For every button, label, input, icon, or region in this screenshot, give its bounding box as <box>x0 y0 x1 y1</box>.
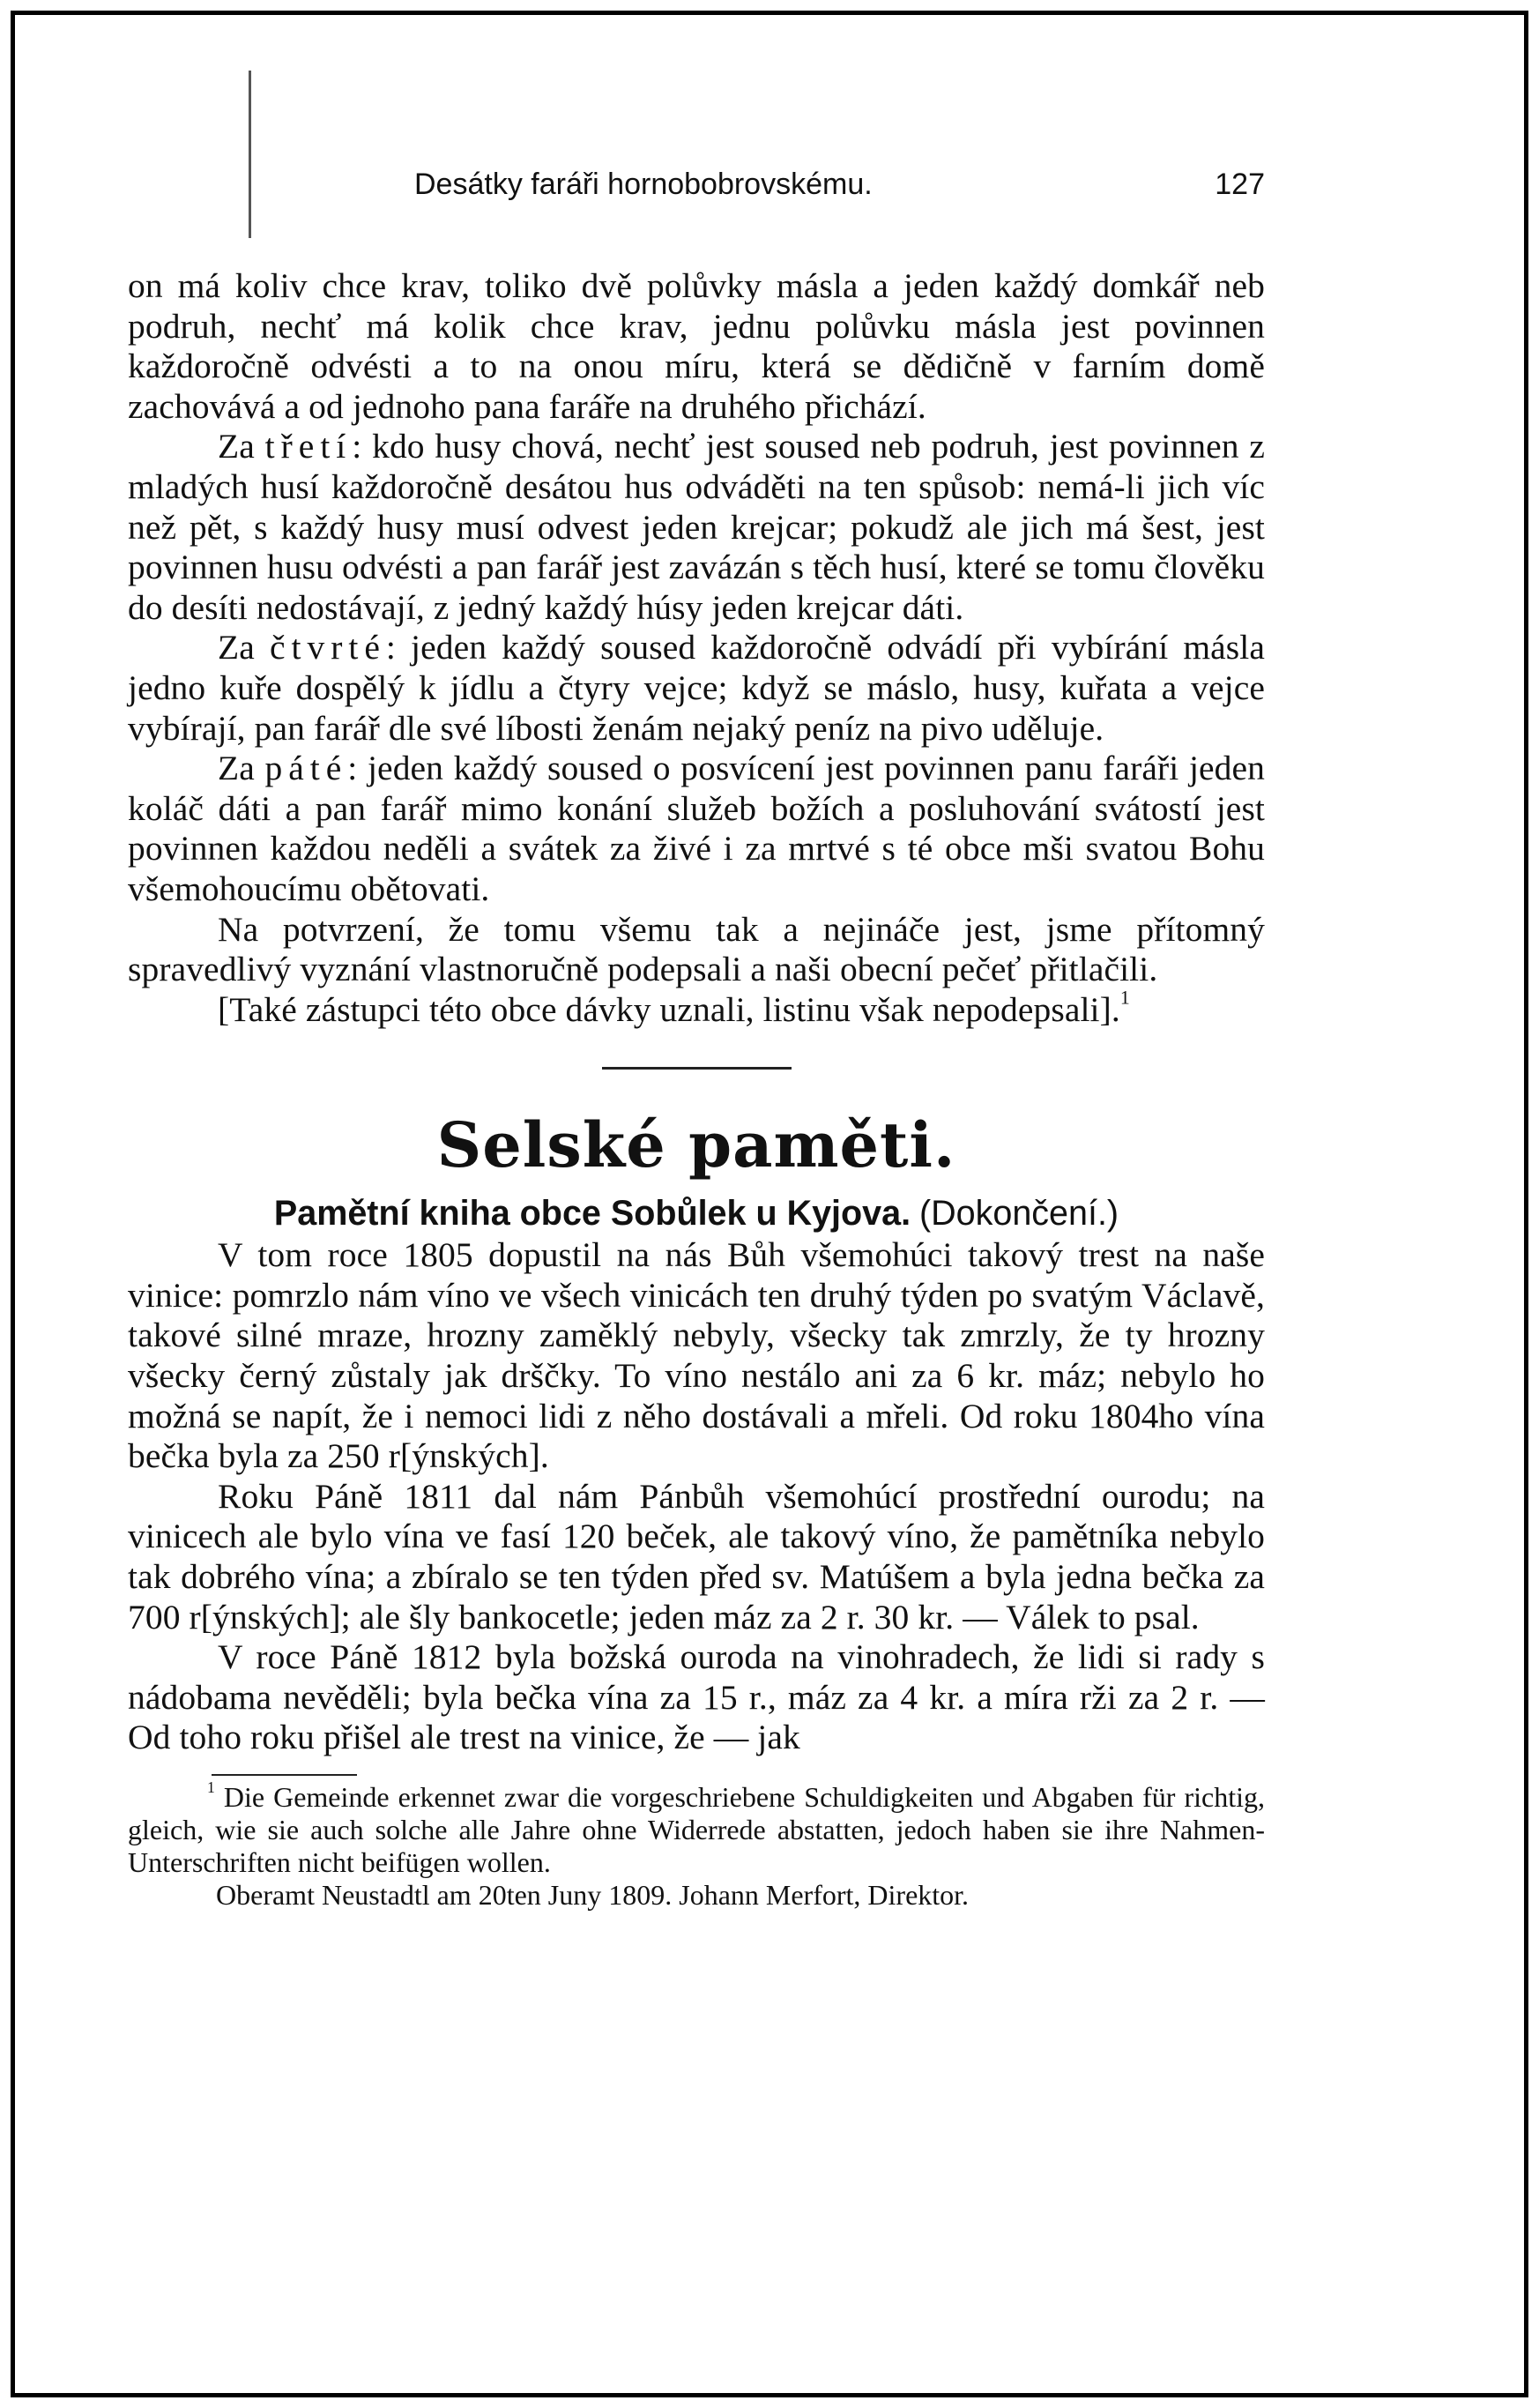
paragraph-lead: Za <box>218 427 255 466</box>
section-divider <box>602 1067 792 1070</box>
paragraph <box>128 987 1265 1031</box>
footnote-mark: 1 <box>207 1778 215 1797</box>
footnote-rule <box>212 1774 357 1776</box>
page <box>128 168 1265 1912</box>
paragraph-lead: Za <box>218 749 255 788</box>
subtitle-note: (Dokončení.) <box>918 1194 1119 1234</box>
paragraph <box>128 1235 1265 1477</box>
paragraph <box>128 628 1265 749</box>
paragraph-text: Roku Páně 1811 dal nám Pánbůh všemohúcí prostřední ourodu; na vinicech ale bylo vína ve fasí 120 beček, ale takový víno, že pamětníka nebylo tak dobrého vína; a zbíralo se ten týden před sv. Matúšem a byla jedna bečka za 700 r[ýnských]; ale šly bankocetle; jeden máz za 2 r. 30 kr. — Válek to psal. <box>128 1476 1265 1636</box>
section-title: Selské paměti. <box>436 1108 956 1182</box>
paragraph <box>128 1477 1265 1637</box>
paragraph-text: : jeden každý soused každoročně odvádí při vybírání másla jedno kuře dospělý k jídlu a čtyry vejce; když se máslo, husy, kuřata a vejce vybírají, pan farář dle své líbosti ženám nejaký peníz na pivo uděluje. <box>128 628 1265 748</box>
page-number: 127 <box>1215 168 1265 201</box>
running-head <box>128 168 1265 220</box>
paragraph-text: Na potvrzení, že tomu všemu tak a nejináče jest, jsme přítomný spravedlivý vyznání vlastnoručně podepsali a naši obecní pečeť přitlačili. <box>128 909 1265 989</box>
paragraph-text: V roce Páně 1812 byla božská ouroda na vinohradech, že lidi si rady s nádobama nevěděli; byla bečka vína za 15 r., máz za 4 kr. a míra rži za 2 r. — Od toho roku přišel ale trest na vinice, že — jak <box>128 1637 1265 1757</box>
paragraph-lead: Za <box>218 628 255 667</box>
subtitle-main: Pamětní kniha obce Sobůlek u Kyjova. <box>273 1194 911 1234</box>
footnote-text: Die Gemeinde erkennet zwar die vorgeschriebene Schuldigkeiten und Abgaben für richtig, gleich, wie sie auch solche alle Jahre ohne Widerrede abstatten, jedoch haben sie ihre Nahmen-Unterschriften nicht beifügen wollen. <box>128 1781 1266 1878</box>
spaced-heading-word: čtvrté <box>269 628 386 667</box>
paragraph <box>128 427 1265 628</box>
footnotes <box>128 1778 1266 1912</box>
paragraph <box>128 749 1265 909</box>
footnote <box>128 1778 1266 1879</box>
spaced-heading-word: páté <box>264 749 348 788</box>
article-body-top <box>128 266 1265 1030</box>
paragraph <box>128 1637 1265 1758</box>
paragraph <box>128 910 1265 990</box>
paragraph-text: on má koliv chce krav, toliko dvě polůvky másla a jeden každý domkář neb podruh, nechť má kolik chce krav, jednu polůvku másla jest povinnen každoročně odvésti a to na onou míru, která se dědičně v farním domě zachovává a od jednoho pana faráře na druhého přichází. <box>128 266 1265 426</box>
paragraph-text: [Také zástupci této obce dávky uznali, listinu však nepodepsali]. <box>218 989 1120 1029</box>
running-head-title: Desátky faráři hornobobrovskému. <box>414 168 873 201</box>
paragraph-text: : kdo husy chová, nechť jest soused neb podruh, jest povinnen z mladých husí každoročně desátou hus odváděti na ten spůsob: nemá-li jich víc než pět, s každý husy musí odvest jeden krejcar; pokudž ale jich má šest, jest povinnen husu odvésti a pan farář jest zavázán s těch husí, které se tomu člověku do desíti nedostávají, z jedný každý húsy jeden krejcar dáti. <box>128 427 1265 627</box>
paragraph <box>128 266 1265 427</box>
footnote-reference: 1 <box>1119 987 1130 1009</box>
paragraph-text: : jeden každý soused o posvícení jest povinnen panu faráři jeden koláč dáti a pan farář mimo konání služeb božích a posluhování svátostí jest povinnen každou neděli a svátek za živé i za mrtvé s té obce mši svatou Bohu všemohoucímu obětovati. <box>128 749 1265 908</box>
paragraph-text: V tom roce 1805 dopustil na nás Bůh všemohúci takový trest na naše vinice: pomrzlo nám víno ve všech vinicách ten druhý týden po svatým Václavě, takové silné mraze, hrozny zaměklý nebyly, všecky tak zmrzly, že ty hrozny všecky černý zůstaly jak drščky. To víno nestálo ani za 6 kr. máz; nebylo ho možná se napít, že i nemoci lidi z něho dostávali a mřeli. Od roku 1804ho vína bečka byla za 250 r[ýnských]. <box>128 1235 1265 1476</box>
article-body-bottom <box>128 1235 1265 1758</box>
spaced-heading-word: třetí <box>264 427 353 466</box>
section-subtitle <box>128 1191 1265 1235</box>
footnote-signature: Oberamt Neustadtl am 20ten Juny 1809. Johann Merfort, Direktor. <box>216 1879 970 1911</box>
